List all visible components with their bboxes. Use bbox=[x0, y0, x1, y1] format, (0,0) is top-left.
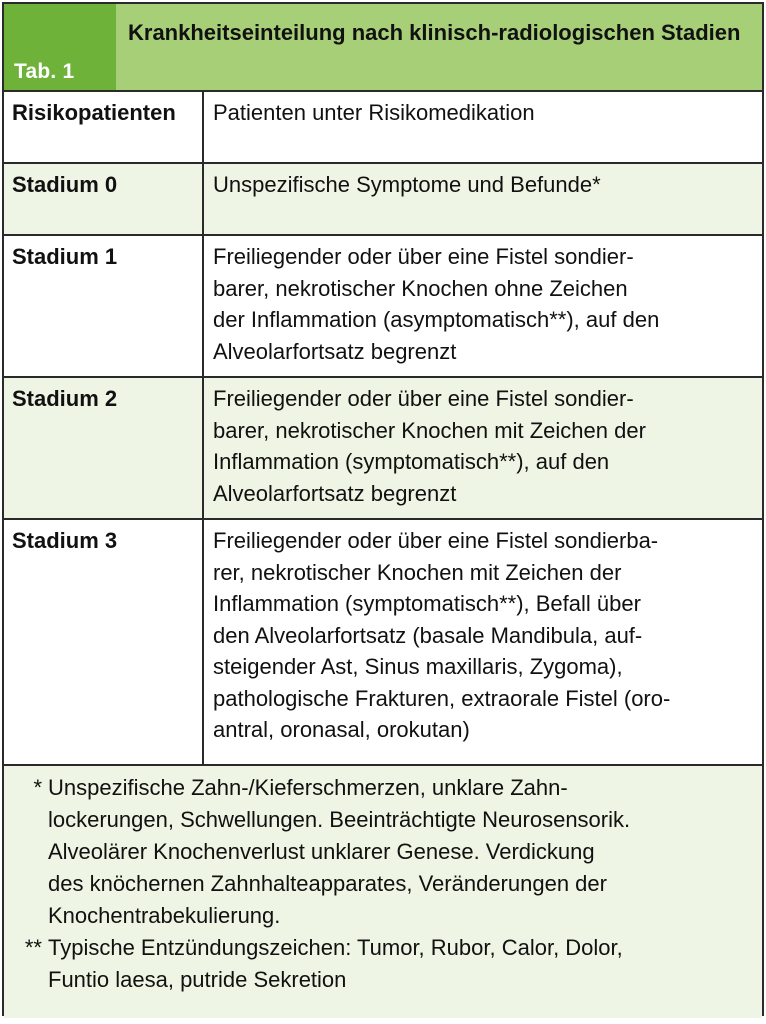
stage-description bbox=[204, 520, 762, 764]
footnote-double-asterisk bbox=[14, 932, 752, 996]
description-line: barer, nekrotischer Knochen mit Zeichen der bbox=[213, 417, 646, 443]
table-row-stadium-1 bbox=[4, 236, 762, 378]
description-line: Alveolarfortsatz begrenzt bbox=[213, 338, 457, 364]
footnote-line: Unspezifische Zahn-/Kieferschmerzen, unklare Zahn- bbox=[48, 775, 568, 800]
description-line: Inflammation (symptomatisch**), auf den bbox=[213, 449, 610, 474]
footnote-line: Knochentrabekulierung. bbox=[48, 903, 281, 928]
table-row-stadium-0 bbox=[4, 164, 762, 236]
footnote-line: Funtio laesa, putride Sekretion bbox=[48, 967, 347, 992]
description-line: Freiliegender oder über eine Fistel sondierba- bbox=[213, 528, 659, 553]
stage-label: Stadium 1 bbox=[4, 236, 204, 376]
stage-description bbox=[204, 236, 762, 376]
table-body bbox=[4, 92, 762, 766]
staging-table bbox=[2, 2, 764, 1016]
table-row-risikopatienten bbox=[4, 92, 762, 164]
description-line: der Inflammation (asymptomatisch**), auf den bbox=[213, 307, 660, 332]
table-header bbox=[4, 4, 762, 92]
stage-label: Risikopatienten bbox=[4, 92, 204, 162]
footnote-text bbox=[48, 932, 623, 996]
stage-description bbox=[204, 164, 762, 234]
stage-description bbox=[204, 378, 762, 518]
table-row-stadium-3 bbox=[4, 520, 762, 766]
footnote-single-asterisk bbox=[14, 772, 752, 932]
footnote-line: Typische Entzündungszeichen: Tumor, Rubor, Calor, Dolor, bbox=[48, 935, 623, 960]
description-line: barer, nekrotischer Knochen ohne Zeichen bbox=[213, 275, 628, 301]
footnote-line: des knöchernen Zahnhalteapparates, Veränderungen der bbox=[48, 871, 607, 896]
stage-description bbox=[204, 92, 762, 162]
description-line: Unspezifische Symptome und Befunde* bbox=[213, 172, 601, 197]
description-line: den Alveolarfortsatz (basale Mandibula, auf- bbox=[213, 622, 643, 648]
stage-label: Stadium 3 bbox=[4, 520, 204, 764]
description-line: Patienten unter Risikomedikation bbox=[213, 100, 535, 125]
description-line: rer, nekrotischer Knochen mit Zeichen der bbox=[213, 559, 622, 585]
description-line: Freiliegender oder über eine Fistel sondier- bbox=[213, 244, 634, 269]
stage-label: Stadium 0 bbox=[4, 164, 204, 234]
description-line: antral, oronasal, orokutan) bbox=[213, 717, 470, 742]
table-title: Krankheitseinteilung nach klinisch-radiologischen Stadien bbox=[116, 4, 762, 90]
footnote-text bbox=[48, 772, 630, 932]
description-line: pathologische Frakturen, extraorale Fistel (oro- bbox=[213, 685, 671, 711]
footnote-mark: * bbox=[33, 775, 42, 800]
description-line: Freiliegender oder über eine Fistel sondier- bbox=[213, 386, 634, 411]
table-number-label: Tab. 1 bbox=[4, 4, 116, 90]
stage-label: Stadium 2 bbox=[4, 378, 204, 518]
description-line: Inflammation (symptomatisch**), Befall über bbox=[213, 591, 641, 616]
table-footnotes bbox=[4, 766, 762, 1018]
footnote-line: lockerungen, Schwellungen. Beeinträchtigte Neurosensorik. bbox=[48, 807, 631, 832]
description-line: Alveolarfortsatz begrenzt bbox=[213, 480, 457, 506]
table-row-stadium-2 bbox=[4, 378, 762, 520]
footnote-mark: ** bbox=[24, 935, 42, 960]
description-line: steigender Ast, Sinus maxillaris, Zygoma), bbox=[213, 654, 623, 679]
footnote-line: Alveolärer Knochenverlust unklarer Genese. Verdickung bbox=[48, 839, 595, 864]
